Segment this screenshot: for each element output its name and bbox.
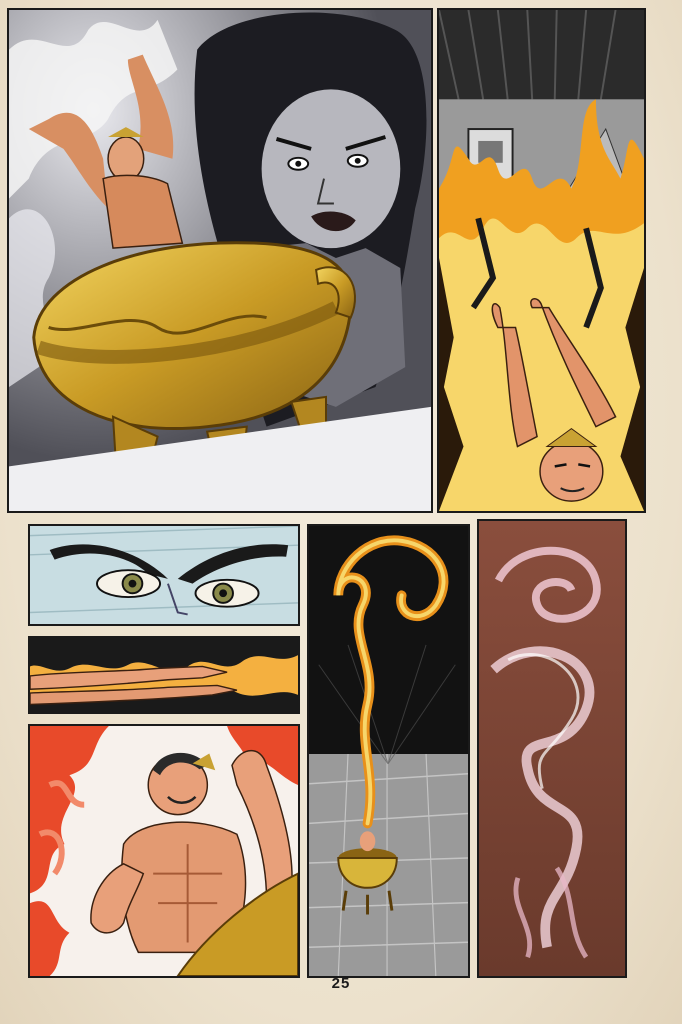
panel-smoke-spirit (477, 519, 627, 978)
panel-man-in-flames (28, 724, 300, 978)
panel-cauldron-splash (7, 8, 433, 513)
eyes-closeup (30, 526, 298, 624)
cauldron-scene (9, 10, 431, 511)
hands-in-fire (30, 638, 298, 712)
fire-stream-scene (309, 526, 468, 976)
page-number: 25 (331, 975, 351, 992)
fire-doorway-scene (439, 10, 644, 511)
panel-glaring-eyes (28, 524, 300, 626)
panel-fire-doorway (437, 8, 646, 513)
flexing-man-scene (30, 726, 298, 976)
panel-pointing-hands (28, 636, 300, 714)
panel-fire-rising (307, 524, 470, 978)
smoke-scene (479, 521, 625, 976)
